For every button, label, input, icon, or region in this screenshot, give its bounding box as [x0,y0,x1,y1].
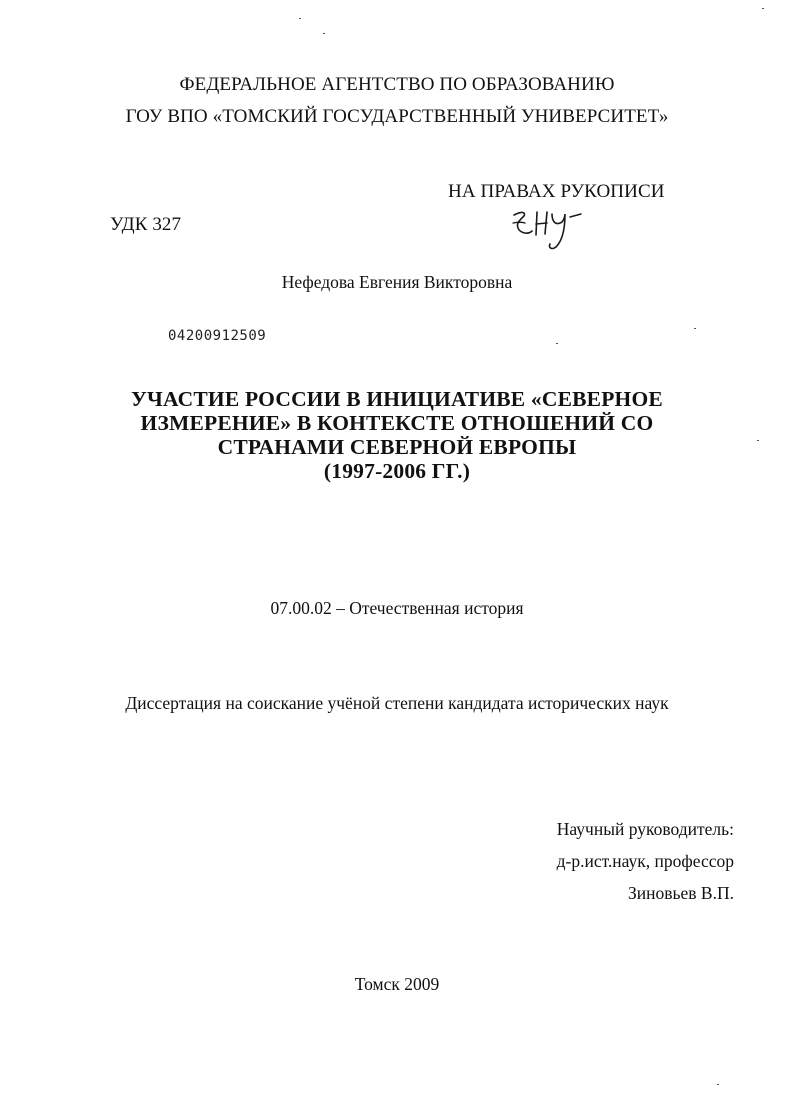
specialty-code: 07.00.02 – Отечественная история [270,598,524,618]
place-year: Томск 2009 [354,974,440,994]
scan-speck [762,8,764,9]
archive-stamp-number: 04200912509 [168,328,267,344]
university-name: ГОУ ВПО «ТОМСКИЙ ГОСУДАРСТВЕННЫЙ УНИВЕРСИТЕТ» [125,106,669,127]
scan-speck [323,33,325,34]
udk-code: УДК 327 [110,214,182,235]
dissertation-title-line-4: (1997-2006 ГГ.) [323,459,471,483]
dissertation-title-line-1: УЧАСТИЕ РОССИИ В ИНИЦИАТИВЕ «СЕВЕРНОЕ [131,387,663,411]
manuscript-note: НА ПРАВАХ РУКОПИСИ [448,181,665,202]
scan-speck [694,328,696,329]
supervisor-credentials: д-р.ист.наук, профессор [556,851,734,871]
supervisor-name: Зиновьев В.П. [628,883,734,903]
agency-name: ФЕДЕРАЛЬНОЕ АГЕНТСТВО ПО ОБРАЗОВАНИЮ [179,74,615,95]
handwritten-signature [510,202,586,252]
scan-speck [757,440,759,441]
dissertation-title-line-2: ИЗМЕРЕНИЕ» В КОНТЕКСТЕ ОТНОШЕНИЙ СО [140,411,654,435]
scan-speck [299,18,301,19]
scan-speck [556,343,558,344]
scan-speck [717,1084,719,1085]
degree-note: Диссертация на соискание учёной степени кандидата исторических наук [125,693,669,713]
supervisor-label: Научный руководитель: [556,819,734,839]
author-name: Нефедова Евгения Викторовна [281,272,513,292]
dissertation-title-line-3: СТРАНАМИ СЕВЕРНОЙ ЕВРОПЫ [217,435,577,459]
